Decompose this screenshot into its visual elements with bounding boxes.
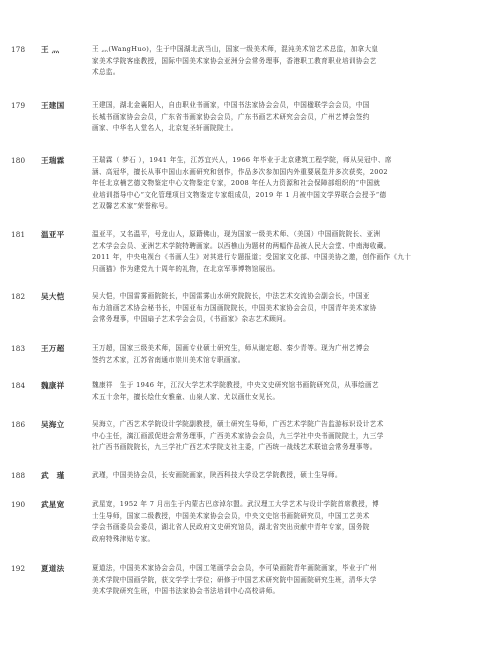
bio-line: 王 灬(WangHuo)，生于中国湖北武当山，国家一级美术师，混沌美术馆艺术总监，加拿大皇 bbox=[92, 45, 379, 53]
bio-line: 艺术学会会员、亚洲艺术学院特聘画家。以西樵山为题材的两幅作品被人民大会堂、中南海收藏。 bbox=[92, 241, 391, 250]
artist-name: 武星宽 bbox=[41, 500, 65, 509]
artist-bio bbox=[92, 499, 472, 545]
bio-line: 王建国，湖北金襄阳人，自由职业书画家，中国书法家协会会员，中国楹联学会会员，中国 bbox=[92, 101, 370, 109]
bio-line: 王万超，国家三级美术师，国画专业硕士研究生，师从谢定超、秦少青等。现为广州艺博会 bbox=[92, 344, 370, 352]
bio-line: 夏道法，中国美术家协会会员，中国工笔画学会会员，李可染画院青年画院画家，毕业于广州 bbox=[92, 564, 377, 572]
entry-number: 178 bbox=[11, 45, 26, 54]
bio-line: 2011 年，中央电视台《书画人生》对其进行专题报道；受国家文化部、中国美协之邀，创作画作《九十 bbox=[92, 253, 412, 262]
artist-bio bbox=[92, 380, 472, 403]
artist-bio bbox=[92, 155, 472, 213]
bio-line: 武瑾，中国美协会员，长安画院画家，陕西科技大学设艺学院教授，硕士生导师。 bbox=[92, 471, 342, 479]
bio-line: 社广西书画院院长，九三学社广西艺术学院支社主委，广西统一战线艺术联谊会常务理事等。 bbox=[92, 443, 377, 452]
bio-line: 术五十余年，擅长绘仕女雅童、山泉人家、尤以画仕女见长。 bbox=[92, 392, 280, 401]
artist-bio bbox=[92, 100, 472, 135]
entry-number: 179 bbox=[11, 101, 26, 110]
bio-line: 吴大恺，中国雷雾画院院长，中国雷雾山水研究院院长，中法艺术交流协会副会长，中国亚 bbox=[92, 292, 370, 300]
artist-name: 王万超 bbox=[41, 344, 65, 353]
bio-line: 武星宽，1952 年 7 月出生于内蒙古巴彦淖尔盟。武汉理工大学艺术与设计学院首席教授，博 bbox=[92, 500, 379, 508]
entry-number: 188 bbox=[11, 471, 26, 480]
artist-name: 温亚平 bbox=[41, 230, 65, 239]
bio-line: 只画猫》作为建党九十周年的礼物，在北京军事博物馆展出。 bbox=[92, 264, 280, 273]
bio-line: 家美术学院客座教授，国际中国美术家协会亚洲分会常务理事，香港职工教育职业培训协会艺 bbox=[92, 56, 377, 65]
artist-name: 王 灬 bbox=[41, 45, 60, 54]
bio-line: 政府特殊津贴专家。 bbox=[92, 534, 155, 543]
bio-line: 学会书画委员会委员，湖北省人民政府文史研究馆员，湖北省突出贡献中青年专家，国务院 bbox=[92, 523, 370, 532]
bio-line: 签约艺术家，江苏省南通市崇川美术馆专职画家。 bbox=[92, 355, 245, 364]
artist-name: 吴大恺 bbox=[41, 292, 65, 301]
artist-name: 魏康祥 bbox=[41, 381, 65, 390]
entry-number: 184 bbox=[11, 381, 26, 390]
bio-line: 温亚平，又名温平，号龙山人，原籍佛山，现为国家一级美术师、（美国）中国画院院长、亚洲 bbox=[92, 230, 381, 238]
artist-name: 王瑞霖 bbox=[41, 156, 65, 165]
artist-bio bbox=[92, 343, 472, 366]
bio-line: 业培训指导中心”文化管理项目文物鉴定专家组成员，2019 年 1 月被中国文学界联合会授予“德 bbox=[92, 190, 387, 199]
entry-number: 190 bbox=[11, 500, 26, 509]
bio-line: 艺双馨艺术家”荣誉称号。 bbox=[92, 202, 173, 211]
bio-line: 王瑞霖（ 梦石 ），1941 年生，江苏宜兴人，1966 年毕业于北京建筑工程学院，师从吴冠中、席 bbox=[92, 156, 392, 164]
entry-number: 186 bbox=[11, 420, 26, 429]
bio-line: 美术学院中国画学院，获文学学士学位；研修于中国艺术研究院中国画院研究生班，清华大学 bbox=[92, 575, 377, 584]
bio-line: 吴海立，广西艺术学院设计学院副教授，硕士研究生导师，广西艺术学院广告监游标识设计艺术 bbox=[92, 420, 384, 428]
entry-number: 180 bbox=[11, 156, 26, 165]
artist-bio bbox=[92, 419, 472, 454]
bio-line: 长城书画家协会会员，广东省书画家协会会员，广东书画艺术研究会会员，广州艺博会签约 bbox=[92, 112, 370, 121]
artist-name: 夏道法 bbox=[41, 564, 65, 573]
bio-line: 会常务理事，中国扇子艺术学会会员，《书画家》杂志艺术顾问。 bbox=[92, 315, 291, 324]
artist-bio bbox=[92, 229, 472, 275]
artist-bio bbox=[92, 291, 472, 326]
bio-line: 士生导师，国家二级教授，中国美术家协会会员，中央文史馆书画院研究员，中国工艺美术 bbox=[92, 511, 370, 520]
bio-line: 画家、中华名人堂名人，北京复圣轩画院院士。 bbox=[92, 124, 238, 133]
bio-line: 布力油画艺术协会秘书长，中国亚布力国画院院长，中国美术家协会会员，中国青年美术家协 bbox=[92, 303, 377, 312]
artist-bio bbox=[92, 44, 472, 79]
artist-name: 吴海立 bbox=[41, 420, 65, 429]
bio-line: 涵、高冠华，擅长从事中国山水画研究和创作，作品多次参加国内外重要展览并多次获奖，2002 bbox=[92, 167, 388, 176]
entry-number: 182 bbox=[11, 292, 26, 301]
bio-line: 中心主任，漓江画派促进会常务理事，广西美术家协会会员，九三学社中央书画院院士，九三学 bbox=[92, 431, 384, 440]
bio-line: 魏康祥 生于 1946 年，江汉大学艺术学院教授，中央文史研究馆书画院研究员，从事绘画艺 bbox=[92, 381, 379, 389]
artist-name: 王建国 bbox=[41, 101, 65, 110]
bio-line: 术总监。 bbox=[92, 68, 120, 77]
entry-number: 192 bbox=[11, 564, 26, 573]
artist-bio bbox=[92, 470, 472, 482]
bio-line: 美术学院研究生班，中国书法家协会书法培训中心高校讲师。 bbox=[92, 587, 280, 596]
bio-line: 年任北京楠艺德文物鉴定中心文物鉴定专家，2008 年任人力资源和社会保障部组织的“中国就 bbox=[92, 179, 381, 188]
artist-name: 武 瑾 bbox=[41, 471, 65, 480]
artist-bio bbox=[92, 563, 472, 598]
entry-number: 183 bbox=[11, 344, 26, 353]
entry-number: 181 bbox=[11, 230, 26, 239]
